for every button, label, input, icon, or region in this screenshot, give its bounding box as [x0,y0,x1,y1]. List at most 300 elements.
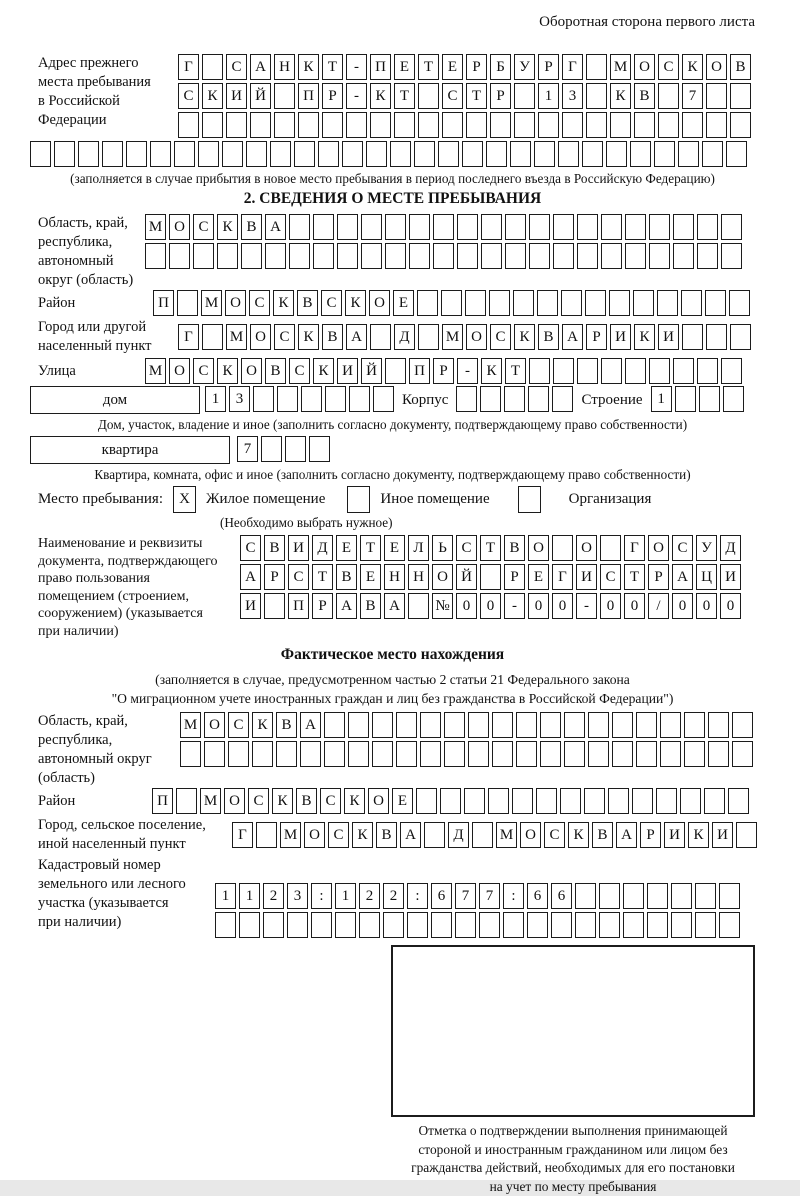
char-cell[interactable] [145,243,166,269]
char-cell[interactable]: Г [232,822,253,848]
char-cell[interactable] [684,712,705,738]
char-cell[interactable]: А [265,214,286,240]
char-cell[interactable]: 3 [229,386,250,412]
char-cell[interactable]: Ь [432,535,453,561]
char-cell[interactable]: И [288,535,309,561]
char-cell[interactable] [325,386,346,412]
char-cell[interactable]: 1 [215,883,236,909]
char-cell[interactable] [730,324,751,350]
char-cell[interactable] [634,112,655,138]
char-cell[interactable] [228,741,249,767]
char-cell[interactable]: Е [394,54,415,80]
char-cell[interactable]: К [313,358,334,384]
char-cell[interactable] [649,243,670,269]
char-cell[interactable] [408,593,429,619]
char-cell[interactable] [726,141,747,167]
char-cell[interactable] [337,214,358,240]
char-cell[interactable]: С [442,83,463,109]
char-cell[interactable] [623,912,644,938]
char-cell[interactable] [625,214,646,240]
char-cell[interactable] [277,386,298,412]
char-cell[interactable]: С [672,535,693,561]
char-cell[interactable] [217,243,238,269]
char-cell[interactable]: А [300,712,321,738]
char-cell[interactable]: К [568,822,589,848]
char-cell[interactable]: / [648,593,669,619]
char-cell[interactable] [721,358,742,384]
char-cell[interactable]: С [544,822,565,848]
char-cell[interactable] [385,214,406,240]
char-cell[interactable]: В [265,358,286,384]
char-cell[interactable] [466,112,487,138]
char-cell[interactable]: А [672,564,693,590]
other-premises-checkbox[interactable] [347,486,370,513]
char-cell[interactable]: Р [538,54,559,80]
char-cell[interactable] [719,883,740,909]
char-cell[interactable]: М [201,290,222,316]
char-cell[interactable]: Е [336,535,357,561]
char-cell[interactable] [337,243,358,269]
char-cell[interactable]: Е [392,788,413,814]
char-cell[interactable] [723,386,744,412]
char-cell[interactable] [632,788,653,814]
char-cell[interactable]: С [193,214,214,240]
char-cell[interactable]: - [504,593,525,619]
char-cell[interactable] [612,741,633,767]
char-cell[interactable] [441,290,462,316]
char-cell[interactable] [481,243,502,269]
char-cell[interactable]: 0 [624,593,645,619]
char-cell[interactable] [359,912,380,938]
char-cell[interactable]: И [658,324,679,350]
char-cell[interactable] [732,741,753,767]
char-cell[interactable]: Г [562,54,583,80]
char-cell[interactable]: П [288,593,309,619]
char-cell[interactable]: 7 [479,883,500,909]
char-cell[interactable] [418,324,439,350]
char-cell[interactable] [623,883,644,909]
char-cell[interactable] [361,243,382,269]
char-cell[interactable]: О [520,822,541,848]
char-cell[interactable] [256,822,277,848]
char-cell[interactable]: М [200,788,221,814]
char-cell[interactable] [455,912,476,938]
char-cell[interactable]: Н [384,564,405,590]
char-cell[interactable] [657,290,678,316]
char-cell[interactable]: С [289,358,310,384]
char-cell[interactable] [126,141,147,167]
char-cell[interactable] [226,112,247,138]
char-cell[interactable] [261,436,282,462]
char-cell[interactable]: Р [466,54,487,80]
char-cell[interactable]: Т [480,535,501,561]
char-cell[interactable] [609,290,630,316]
char-cell[interactable] [370,112,391,138]
char-cell[interactable] [465,290,486,316]
char-cell[interactable]: К [345,290,366,316]
char-cell[interactable] [514,83,535,109]
char-cell[interactable] [322,112,343,138]
char-cell[interactable] [527,912,548,938]
char-cell[interactable] [654,141,675,167]
char-cell[interactable]: 7 [237,436,258,462]
char-cell[interactable]: С [249,290,270,316]
char-cell[interactable] [729,290,750,316]
char-cell[interactable]: В [336,564,357,590]
char-cell[interactable]: Д [720,535,741,561]
char-cell[interactable]: Т [322,54,343,80]
char-cell[interactable] [54,141,75,167]
char-cell[interactable] [706,112,727,138]
char-cell[interactable]: 0 [672,593,693,619]
char-cell[interactable] [444,712,465,738]
char-cell[interactable]: Й [250,83,271,109]
char-cell[interactable] [468,712,489,738]
char-cell[interactable]: И [712,822,733,848]
char-cell[interactable]: 6 [431,883,452,909]
char-cell[interactable]: Р [586,324,607,350]
char-cell[interactable] [577,243,598,269]
char-cell[interactable] [241,243,262,269]
char-cell[interactable] [480,564,501,590]
char-cell[interactable] [681,290,702,316]
char-cell[interactable] [177,290,198,316]
char-cell[interactable] [514,112,535,138]
char-cell[interactable]: 0 [696,593,717,619]
char-cell[interactable] [416,788,437,814]
char-cell[interactable]: 1 [239,883,260,909]
char-cell[interactable] [608,788,629,814]
char-cell[interactable]: Е [384,535,405,561]
char-cell[interactable] [552,386,573,412]
char-cell[interactable]: К [481,358,502,384]
char-cell[interactable]: А [250,54,271,80]
char-cell[interactable] [361,214,382,240]
char-cell[interactable]: Р [312,593,333,619]
char-cell[interactable] [630,141,651,167]
char-cell[interactable] [433,214,454,240]
char-cell[interactable] [462,141,483,167]
char-cell[interactable]: В [276,712,297,738]
char-cell[interactable] [417,290,438,316]
char-cell[interactable] [510,141,531,167]
char-cell[interactable] [577,214,598,240]
char-cell[interactable]: М [145,358,166,384]
char-cell[interactable] [349,386,370,412]
char-cell[interactable] [695,912,716,938]
char-cell[interactable]: 1 [538,83,559,109]
char-cell[interactable]: К [352,822,373,848]
char-cell[interactable]: К [634,324,655,350]
char-cell[interactable]: Р [433,358,454,384]
char-cell[interactable] [636,712,657,738]
char-cell[interactable]: Р [490,83,511,109]
char-cell[interactable] [736,822,757,848]
char-cell[interactable] [719,912,740,938]
char-cell[interactable] [600,535,621,561]
char-cell[interactable] [682,324,703,350]
char-cell[interactable] [673,358,694,384]
char-cell[interactable]: М [442,324,463,350]
char-cell[interactable]: С [456,535,477,561]
char-cell[interactable]: С [226,54,247,80]
char-cell[interactable]: М [496,822,517,848]
char-cell[interactable] [582,141,603,167]
char-cell[interactable]: К [688,822,709,848]
char-cell[interactable]: Т [466,83,487,109]
char-cell[interactable] [385,358,406,384]
char-cell[interactable] [586,54,607,80]
char-cell[interactable] [528,386,549,412]
char-cell[interactable]: Р [322,83,343,109]
char-cell[interactable] [313,243,334,269]
char-cell[interactable]: Р [504,564,525,590]
char-cell[interactable] [418,83,439,109]
char-cell[interactable] [612,712,633,738]
char-cell[interactable] [193,243,214,269]
char-cell[interactable]: О [706,54,727,80]
char-cell[interactable] [346,112,367,138]
char-cell[interactable] [488,788,509,814]
char-cell[interactable] [270,141,291,167]
char-cell[interactable] [730,83,751,109]
char-cell[interactable] [198,141,219,167]
char-cell[interactable] [599,912,620,938]
char-cell[interactable]: В [592,822,613,848]
char-cell[interactable] [540,741,561,767]
char-cell[interactable]: С [600,564,621,590]
char-cell[interactable]: Р [264,564,285,590]
char-cell[interactable] [420,712,441,738]
char-cell[interactable] [264,593,285,619]
char-cell[interactable]: А [384,593,405,619]
char-cell[interactable] [250,112,271,138]
char-cell[interactable] [150,141,171,167]
char-cell[interactable]: И [576,564,597,590]
char-cell[interactable] [536,788,557,814]
char-cell[interactable]: С [274,324,295,350]
char-cell[interactable] [658,83,679,109]
char-cell[interactable]: С [193,358,214,384]
char-cell[interactable] [285,436,306,462]
char-cell[interactable]: Т [505,358,526,384]
char-cell[interactable]: 0 [528,593,549,619]
char-cell[interactable]: В [538,324,559,350]
char-cell[interactable]: В [376,822,397,848]
char-cell[interactable]: О [648,535,669,561]
char-cell[interactable]: Г [178,54,199,80]
char-cell[interactable]: 2 [359,883,380,909]
char-cell[interactable]: К [370,83,391,109]
char-cell[interactable]: П [409,358,430,384]
char-cell[interactable]: О [250,324,271,350]
char-cell[interactable] [680,788,701,814]
char-cell[interactable] [390,141,411,167]
char-cell[interactable]: В [296,788,317,814]
char-cell[interactable]: - [346,83,367,109]
char-cell[interactable] [512,788,533,814]
char-cell[interactable]: Д [448,822,469,848]
char-cell[interactable]: 2 [383,883,404,909]
char-cell[interactable] [414,141,435,167]
char-cell[interactable]: О [466,324,487,350]
char-cell[interactable] [424,822,445,848]
char-cell[interactable] [678,141,699,167]
char-cell[interactable] [309,436,330,462]
char-cell[interactable] [169,243,190,269]
char-cell[interactable]: М [180,712,201,738]
char-cell[interactable] [537,290,558,316]
char-cell[interactable]: 1 [651,386,672,412]
organization-checkbox[interactable] [518,486,541,513]
char-cell[interactable] [409,214,430,240]
char-cell[interactable] [300,741,321,767]
char-cell[interactable] [409,243,430,269]
char-cell[interactable]: О [225,290,246,316]
char-cell[interactable]: С [658,54,679,80]
char-cell[interactable] [480,386,501,412]
char-cell[interactable]: В [634,83,655,109]
char-cell[interactable] [335,912,356,938]
char-cell[interactable] [30,141,51,167]
char-cell[interactable]: В [504,535,525,561]
char-cell[interactable]: О [432,564,453,590]
char-cell[interactable] [348,712,369,738]
char-cell[interactable] [660,741,681,767]
char-cell[interactable] [394,112,415,138]
char-cell[interactable]: К [252,712,273,738]
char-cell[interactable]: О [204,712,225,738]
char-cell[interactable] [588,741,609,767]
char-cell[interactable] [560,788,581,814]
char-cell[interactable] [222,141,243,167]
char-cell[interactable] [456,386,477,412]
char-cell[interactable]: А [346,324,367,350]
char-cell[interactable] [202,112,223,138]
char-cell[interactable]: П [153,290,174,316]
char-cell[interactable]: И [610,324,631,350]
char-cell[interactable] [625,243,646,269]
char-cell[interactable] [702,141,723,167]
char-cell[interactable] [586,112,607,138]
char-cell[interactable]: 6 [527,883,548,909]
char-cell[interactable] [102,141,123,167]
char-cell[interactable]: О [169,358,190,384]
char-cell[interactable] [253,386,274,412]
char-cell[interactable]: У [514,54,535,80]
char-cell[interactable] [418,112,439,138]
char-cell[interactable] [373,386,394,412]
char-cell[interactable]: Е [393,290,414,316]
char-cell[interactable] [575,883,596,909]
char-cell[interactable] [202,54,223,80]
char-cell[interactable] [697,214,718,240]
char-cell[interactable]: № [432,593,453,619]
char-cell[interactable] [558,141,579,167]
char-cell[interactable] [239,912,260,938]
char-cell[interactable] [516,741,537,767]
char-cell[interactable] [457,243,478,269]
char-cell[interactable] [174,141,195,167]
char-cell[interactable] [540,712,561,738]
char-cell[interactable]: Г [178,324,199,350]
char-cell[interactable] [625,358,646,384]
char-cell[interactable] [553,214,574,240]
char-cell[interactable]: В [730,54,751,80]
char-cell[interactable]: Д [312,535,333,561]
char-cell[interactable]: О [224,788,245,814]
char-cell[interactable] [396,712,417,738]
char-cell[interactable] [538,112,559,138]
char-cell[interactable] [658,112,679,138]
char-cell[interactable] [438,141,459,167]
char-cell[interactable] [370,324,391,350]
char-cell[interactable]: 2 [263,883,284,909]
char-cell[interactable] [529,214,550,240]
char-cell[interactable]: Б [490,54,511,80]
char-cell[interactable] [372,741,393,767]
char-cell[interactable]: К [298,324,319,350]
char-cell[interactable] [708,741,729,767]
char-cell[interactable]: В [297,290,318,316]
char-cell[interactable] [675,386,696,412]
char-cell[interactable] [534,141,555,167]
char-cell[interactable]: С [320,788,341,814]
char-cell[interactable] [396,741,417,767]
char-cell[interactable]: 3 [287,883,308,909]
char-cell[interactable]: Т [394,83,415,109]
char-cell[interactable] [551,912,572,938]
char-cell[interactable]: - [457,358,478,384]
char-cell[interactable] [673,243,694,269]
char-cell[interactable] [504,386,525,412]
char-cell[interactable] [383,912,404,938]
char-cell[interactable]: П [298,83,319,109]
char-cell[interactable]: А [240,564,261,590]
char-cell[interactable] [215,912,236,938]
residential-premises-checkbox[interactable] [173,486,196,513]
char-cell[interactable] [289,214,310,240]
char-cell[interactable]: Н [408,564,429,590]
char-cell[interactable]: К [610,83,631,109]
char-cell[interactable]: С [240,535,261,561]
char-cell[interactable]: 1 [335,883,356,909]
char-cell[interactable] [479,912,500,938]
char-cell[interactable]: К [272,788,293,814]
char-cell[interactable]: 7 [682,83,703,109]
char-cell[interactable] [513,290,534,316]
char-cell[interactable] [552,535,573,561]
char-cell[interactable] [372,712,393,738]
char-cell[interactable] [180,741,201,767]
char-cell[interactable]: И [240,593,261,619]
char-cell[interactable] [564,712,585,738]
char-cell[interactable]: - [346,54,367,80]
char-cell[interactable]: С [228,712,249,738]
char-cell[interactable]: О [241,358,262,384]
char-cell[interactable] [529,358,550,384]
char-cell[interactable]: 0 [720,593,741,619]
char-cell[interactable] [289,243,310,269]
char-cell[interactable] [721,243,742,269]
char-cell[interactable] [586,83,607,109]
char-cell[interactable]: А [562,324,583,350]
char-cell[interactable] [274,83,295,109]
char-cell[interactable]: Н [274,54,295,80]
char-cell[interactable] [553,243,574,269]
char-cell[interactable] [420,741,441,767]
char-cell[interactable]: П [152,788,173,814]
